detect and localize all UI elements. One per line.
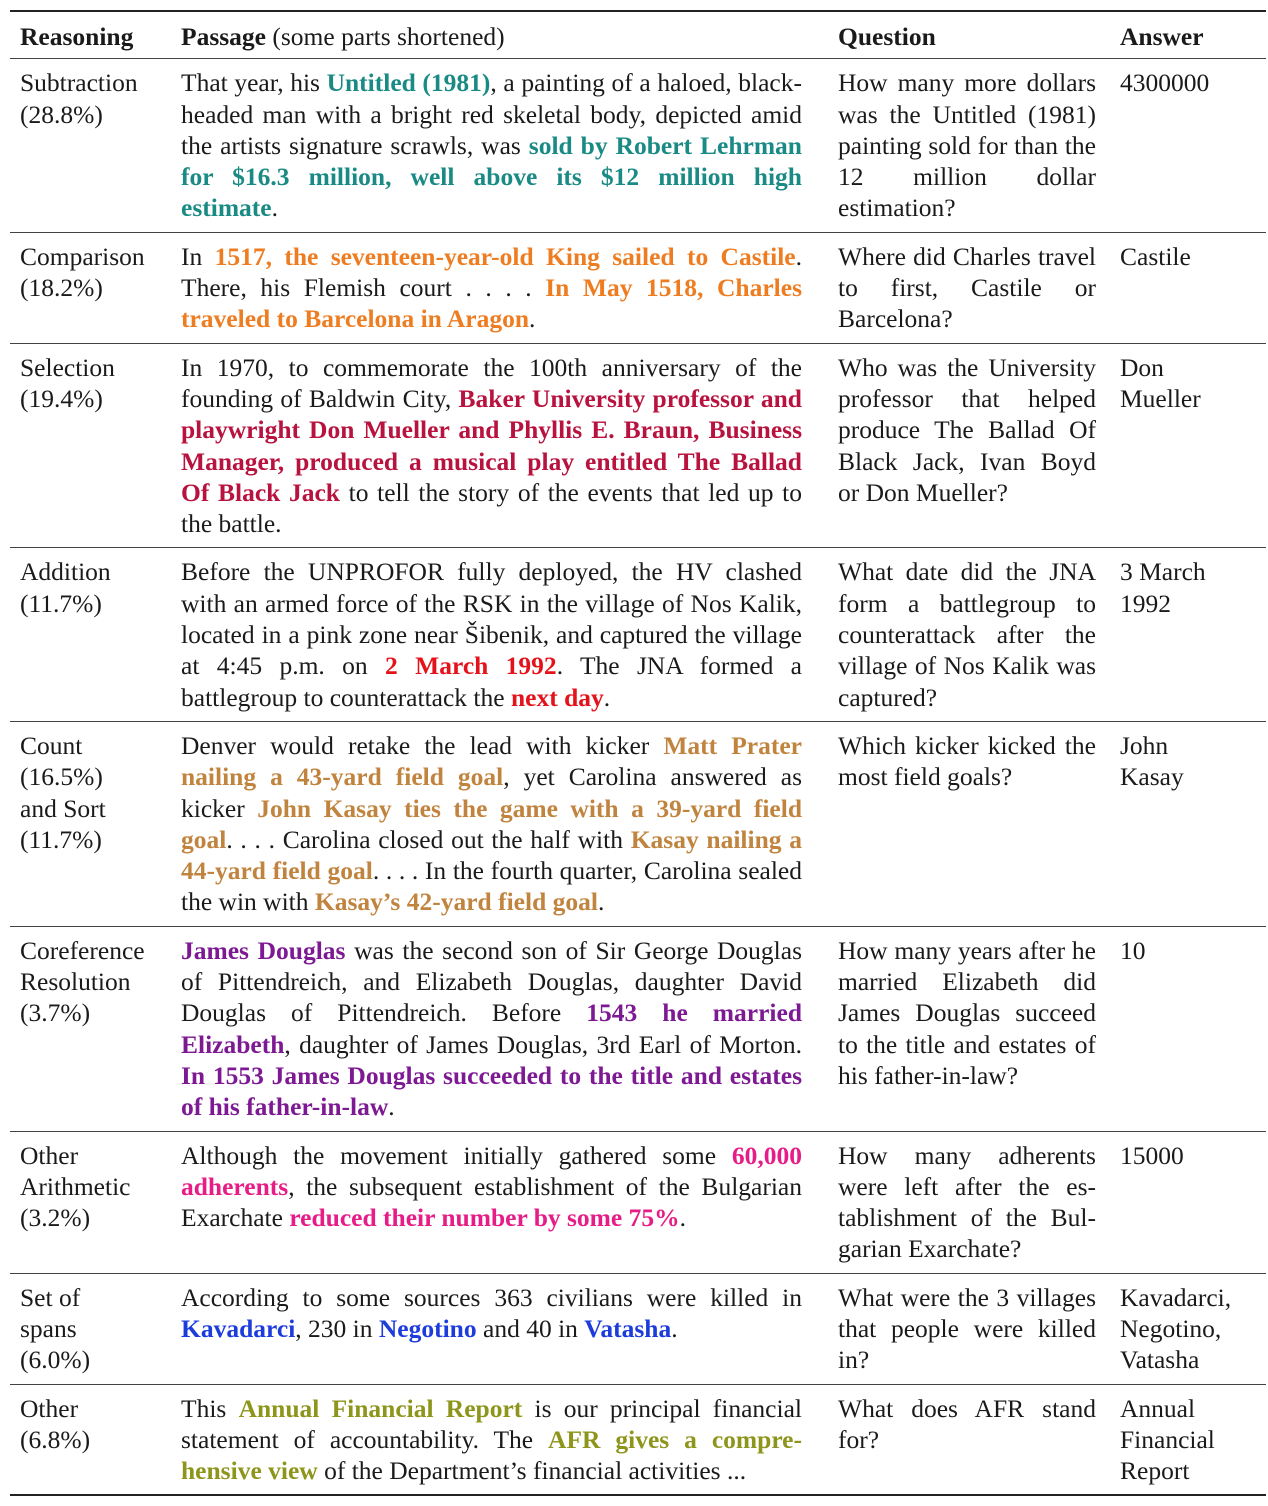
passage-text: , daughter of James Douglas, 3rd Earl of Morton. — [284, 1029, 802, 1059]
passage-text: . — [671, 1313, 678, 1343]
passage-text: . — [679, 1203, 686, 1233]
passage-highlight: In May 1518, Charles traveled to Barcelona in Aragon — [181, 273, 802, 334]
answer-cell — [1114, 730, 1266, 918]
reasoning-line: spans — [20, 1313, 77, 1343]
reasoning-cell — [10, 730, 171, 918]
answer-line: Mueller — [1120, 383, 1201, 413]
passage-highlight: Untitled (1981) — [326, 68, 491, 98]
passage-highlight: Kasay’s 42-yard field goal — [314, 887, 598, 917]
table-row — [10, 1132, 1266, 1274]
passage-text: . . . . Carolina closed out the half with — [226, 824, 631, 854]
passage-cell — [171, 1140, 828, 1265]
answer-cell — [1114, 241, 1266, 335]
reasoning-cell — [10, 1282, 171, 1376]
answer-cell — [1114, 1140, 1266, 1265]
reasoning-cell — [10, 241, 171, 335]
answer-line: Kavadarci, — [1120, 1282, 1232, 1312]
reasoning-line: (11.7%) — [20, 588, 102, 618]
header-passage: Passage — [181, 22, 266, 51]
reasoning-line: Addition — [20, 557, 111, 587]
table-row — [10, 344, 1266, 549]
passage-cell — [171, 67, 828, 223]
reasoning-line: Other — [20, 1393, 79, 1423]
passage-cell — [171, 1393, 828, 1487]
passage-cell — [171, 730, 828, 918]
passage-highlight: Kavadarci — [181, 1313, 296, 1343]
passage-text: In — [181, 241, 215, 271]
answer-cell — [1114, 1282, 1266, 1376]
passage-text: is our principal financial statement of accountability. The — [181, 1393, 802, 1454]
passage-text: . — [529, 304, 536, 334]
answer-line: 3 March — [1120, 557, 1206, 587]
reasoning-line: Selection — [20, 352, 115, 382]
question-cell: How many years after he married Elizabeth did James Douglas succeed to the title and estates of his father-in-law? — [838, 935, 1096, 1090]
header-answer: Answer — [1120, 22, 1204, 51]
passage-cell — [171, 1282, 828, 1376]
answer-cell — [1114, 352, 1266, 540]
answer-cell — [1114, 1393, 1266, 1487]
answer-line: Negotino, — [1120, 1313, 1222, 1343]
answer-line: 4300000 — [1120, 68, 1210, 98]
question-cell: Who was the University professor that helped produce The Ballad Of Black Jack, Ivan Boyd or Don Mueller? — [838, 352, 1096, 507]
answer-line: 10 — [1120, 935, 1146, 965]
passage-highlight: Annual Financial Report — [238, 1393, 523, 1423]
answer-line: John — [1120, 730, 1169, 760]
answer-line: Kasay — [1120, 762, 1184, 792]
passage-cell — [171, 352, 828, 540]
passage-highlight: 2 March 1992 — [385, 651, 557, 681]
reasoning-cell — [10, 556, 171, 712]
passage-text: . . . . In the fourth quarter, Carolina sealed the win with — [181, 856, 802, 917]
reasoning-line: (28.8%) — [20, 99, 103, 129]
header-passage-note: (some parts shortened) — [266, 22, 505, 51]
reasoning-line: Arithmetic — [20, 1171, 131, 1201]
passage-text: , the subsequent establishment of the Bulgarian Exarchate — [181, 1171, 802, 1233]
reasoning-cell — [10, 67, 171, 223]
reasoning-table — [10, 10, 1266, 1496]
reasoning-line: Count — [20, 730, 83, 760]
passage-text: Although the movement initially gathered some — [181, 1140, 732, 1170]
table-row — [10, 233, 1266, 344]
passage-cell — [171, 241, 828, 335]
reasoning-cell — [10, 352, 171, 540]
answer-line: 15000 — [1120, 1140, 1184, 1170]
reasoning-line: (3.7%) — [20, 998, 91, 1028]
passage-text: . — [388, 1092, 395, 1122]
table-body — [10, 59, 1266, 1496]
answer-cell — [1114, 556, 1266, 712]
passage-highlight: 60,000 adherents — [181, 1140, 802, 1201]
passage-text: Before the UNPROFOR fully deployed, the HV clashed with an armed force of the RSK in the village of Nos Kalik, located in a pink zone near Šibenik, and captured the village at 4:45 p.m. on — [181, 557, 802, 681]
answer-line: 1992 — [1120, 588, 1171, 618]
reasoning-line: Subtraction — [20, 68, 138, 98]
passage-highlight: John Kasay ties the game with a 39-yard field goal — [181, 793, 802, 854]
reasoning-line: (18.2%) — [20, 273, 103, 303]
answer-line: Report — [1120, 1456, 1190, 1486]
passage-text: This — [181, 1393, 239, 1423]
question-cell: How many adherents were left after the establishment of the Bulgarian Exarchate? — [838, 1140, 1096, 1264]
passage-highlight: In 1553 James Douglas succeeded to the title and estates of his father-in-law — [181, 1060, 802, 1122]
passage-text: . — [603, 682, 611, 712]
table-row — [10, 1274, 1266, 1385]
question-cell: What were the 3 villages that people were killed in? — [838, 1282, 1096, 1375]
passage-text: , a painting of a haloed, black-headed man with a bright red skeletal body, depicted amid the artists signature scrawls, was — [181, 68, 802, 160]
reasoning-line: (19.4%) — [20, 383, 103, 413]
header-reasoning: Reasoning — [20, 22, 134, 51]
table-row — [10, 1385, 1266, 1497]
passage-cell — [171, 556, 828, 712]
passage-text: . — [597, 887, 605, 917]
passage-text: of the Department’s financial activities ... — [317, 1456, 747, 1486]
question-cell: Where did Charles travel to first, Castile or Barcelona? — [838, 241, 1096, 334]
passage-highlight: James Douglas — [181, 935, 346, 965]
reasoning-cell — [10, 1140, 171, 1265]
reasoning-line: Resolution — [20, 967, 131, 997]
reasoning-line: Set of — [20, 1282, 81, 1312]
passage-highlight: reduced their number by some 75% — [289, 1203, 680, 1233]
reasoning-cell — [10, 935, 171, 1123]
table-row — [10, 722, 1266, 927]
table-row — [10, 927, 1266, 1132]
passage-highlight: sold by Robert Lehrman for $16.3 million, well above its $12 million high estimate — [181, 130, 802, 223]
reasoning-line: Other — [20, 1140, 79, 1170]
passage-highlight: 1543 he married Elizabeth — [181, 998, 803, 1059]
question-cell: What date did the JNA form a battlegroup to counterattack after the village of Nos Kalik was captured? — [838, 557, 1096, 712]
question-cell: What does AFR stand for? — [838, 1393, 1096, 1454]
passage-highlight: Matt Prater nailing a 43-yard field goal — [181, 730, 803, 792]
passage-highlight: Baker University professor and playwright Don Mueller and Phyllis E. Braun, Business Manager, produced a musical play entitled The Ballad Of Black Jack — [181, 383, 802, 507]
passage-text: . There, his Flemish court . . . . — [181, 241, 802, 303]
passage-text: and 40 in — [476, 1313, 585, 1343]
passage-text: was the second son of Sir George Douglas of Pittendreich, and Elizabeth Douglas, daughter David Douglas of Pittendreich. Before — [181, 935, 803, 1028]
passage-highlight: 1517, the seventeen-year-old King sailed to Castile — [214, 241, 796, 271]
answer-line: Don — [1120, 352, 1164, 382]
passage-highlight: Negotino — [378, 1313, 477, 1343]
reasoning-cell — [10, 1393, 171, 1487]
passage-text: In 1970, to commemorate the 100th anniversary of the founding of Baldwin City, — [181, 352, 802, 413]
passage-text: That year, his — [181, 68, 327, 98]
reasoning-line: (16.5%) — [20, 762, 103, 792]
passage-text: to tell the story of the events that led up to the battle. — [181, 477, 803, 539]
passage-highlight: Kasay nailing a 44-yard field goal — [181, 824, 802, 886]
reasoning-line: and Sort — [20, 793, 106, 823]
answer-cell — [1114, 67, 1266, 223]
reasoning-line: Coreference — [20, 935, 145, 965]
passage-cell — [171, 935, 828, 1123]
passage-text: , yet Carolina answered as kicker — [181, 762, 802, 823]
passage-text: According to some sources 363 civilians were killed in — [181, 1282, 802, 1312]
passage-text: , 230 in — [295, 1313, 379, 1343]
reasoning-line: Comparison — [20, 241, 145, 271]
reasoning-line: (3.2%) — [20, 1203, 91, 1233]
passage-highlight: Vatasha — [584, 1313, 672, 1343]
passage-highlight: AFR gives a comprehensive view — [181, 1424, 802, 1486]
question-cell: How many more dollars was the Untitled (1981) painting sold for than the 12 million dollar estimation? — [838, 68, 1096, 223]
question-cell: Which kicker kicked the most field goals? — [838, 730, 1096, 792]
passage-text: Denver would retake the lead with kicker — [181, 730, 664, 760]
reasoning-line: (11.7%) — [20, 824, 102, 854]
header-question: Question — [838, 22, 936, 51]
header-passage-cell — [171, 21, 828, 52]
table-row — [10, 59, 1266, 232]
reasoning-line: (6.0%) — [20, 1345, 91, 1375]
passage-text: . — [271, 193, 278, 223]
answer-line: Castile — [1120, 241, 1191, 271]
table-row — [10, 548, 1266, 721]
passage-highlight: next day — [510, 682, 604, 712]
passage-text: . The JNA formed a battlegroup to counterattack the — [181, 651, 802, 712]
table-header-row — [10, 10, 1266, 59]
answer-line: Financial — [1120, 1424, 1215, 1454]
answer-cell — [1114, 935, 1266, 1123]
answer-line: Vatasha — [1120, 1345, 1200, 1375]
answer-line: Annual — [1120, 1393, 1196, 1423]
reasoning-line: (6.8%) — [20, 1424, 91, 1454]
